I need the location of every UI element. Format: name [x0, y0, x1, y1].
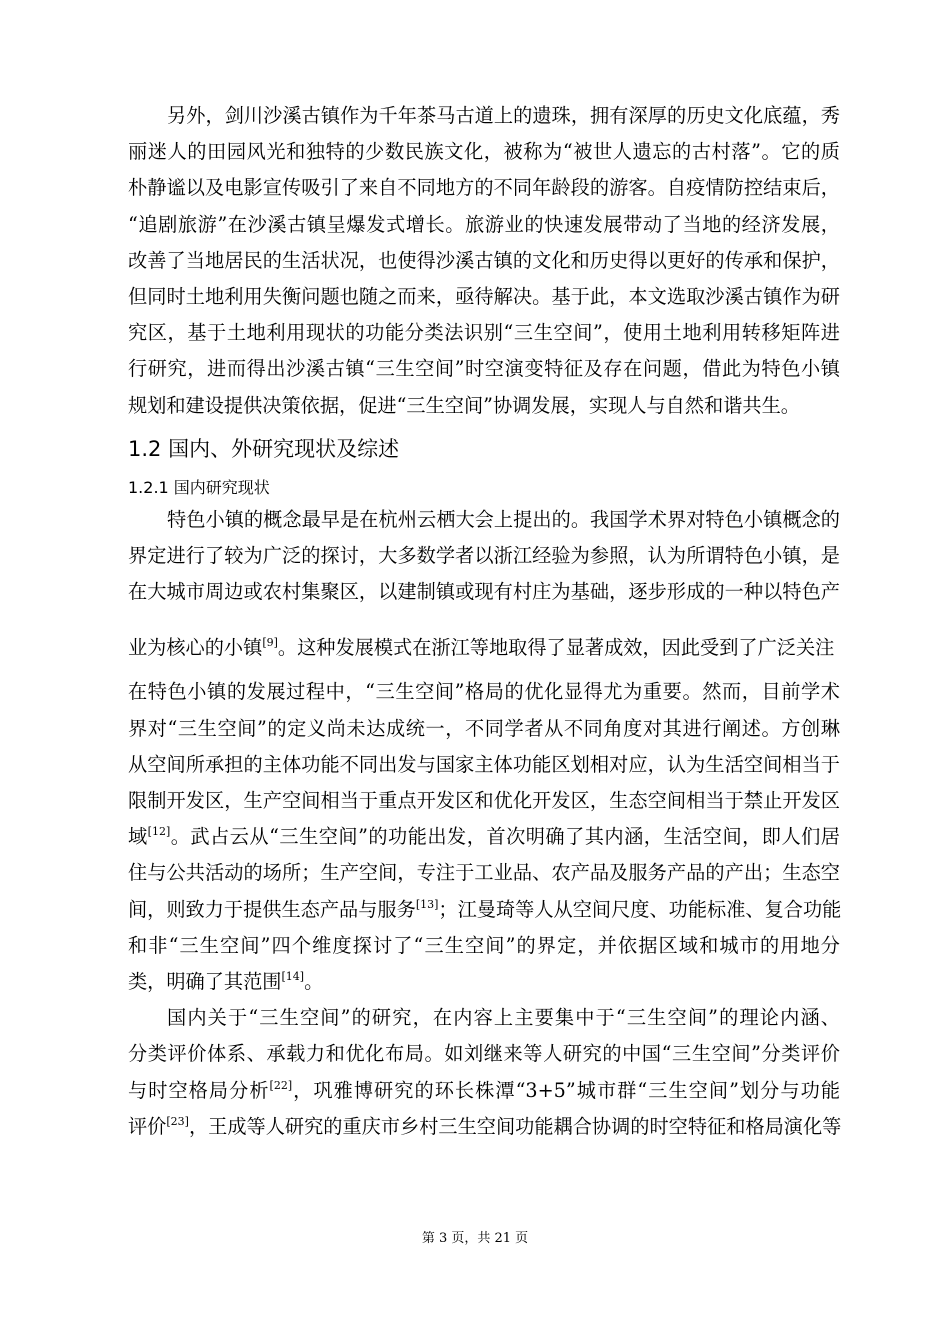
- text-line: 究区，基于土地利用现状的功能分类法识别“三生空间”，使用土地利用转移矩阵进: [128, 321, 840, 345]
- text-line: [128, 964, 840, 1000]
- paragraph-intro: [128, 98, 840, 424]
- text-span: ；江曼琦等人从空间尺度、功能标准、复合功能: [438, 897, 842, 921]
- text-line: 和非“三生空间”四个维度探讨了“三生空间”的界定，并依据区域和城市的用地分: [128, 933, 840, 957]
- citation-ref: [22]: [269, 1078, 293, 1092]
- paragraph-three-spaces: [128, 674, 840, 1000]
- text-line: “追剧旅游”在沙溪古镇呈爆发式增长。旅游业的快速发展带动了当地的经济发展，: [128, 212, 840, 236]
- text-span: 。这种发展模式在浙江等地取得了显著成效，因此受到了广泛关注: [277, 636, 835, 660]
- text-line: [128, 1073, 840, 1109]
- citation-ref: [23]: [166, 1114, 189, 1128]
- text-span: 域: [128, 825, 148, 849]
- text-line: 特色小镇的概念最早是在杭州云栖大会上提出的。我国学术界对特色小镇概念的: [167, 507, 840, 531]
- text-line: [128, 819, 840, 855]
- citation-ref: [14]: [281, 969, 305, 983]
- text-line: 丽迷人的田园风光和独特的少数民族文化，被称为“被世人遗忘的古村落”。它的质: [128, 140, 840, 164]
- text-line: [128, 630, 840, 666]
- text-line: 但同时土地利用失衡问题也随之而来，亟待解决。基于此，本文选取沙溪古镇作为研: [128, 284, 840, 308]
- subsection-heading: 1.2.1 国内研究现状: [128, 477, 270, 497]
- text-span: 业为核心的小镇: [128, 636, 263, 660]
- text-line: 住与公共活动的场所；生产空间，专注于工业品、农产品及服务产品的产出；生态空: [128, 861, 840, 885]
- page-footer: 第 3 页，共 21 页: [421, 1231, 529, 1246]
- text-span: 。: [304, 969, 324, 993]
- text-line: 分类评价体系、承载力和优化布局。如刘继来等人研究的中国“三生空间”分类评价: [128, 1042, 840, 1066]
- text-span: 类，明确了其范围: [128, 969, 282, 993]
- text-span: 。武占云从“三生空间”的功能出发，首次明确了其内涵，生活空间，即人们居: [170, 825, 840, 849]
- text-span: ，王成等人研究的重庆市乡村三生空间功能耦合协调的时空特征和格局演化等: [188, 1114, 842, 1138]
- text-line: 限制开发区，生产空间相当于重点开发区和优化开发区，生态空间相当于禁止开发区: [128, 789, 840, 812]
- text-span: 评价: [128, 1114, 167, 1138]
- citation-ref: [13]: [415, 897, 439, 911]
- paragraph-concept: [128, 502, 840, 667]
- text-line: 行研究，进而得出沙溪古镇“三生空间”时空演变特征及存在问题，借此为特色小镇: [128, 357, 840, 381]
- citation-ref: [12]: [147, 825, 171, 839]
- text-line: 朴静谧以及电影宣传吸引了来自不同地方的不同年龄段的游客。自疫情防控结束后，: [128, 176, 840, 200]
- text-line: 国内关于“三生空间”的研究，在内容上主要集中于“三生空间”的理论内涵、: [167, 1006, 840, 1030]
- paragraph-research: [128, 1000, 840, 1145]
- citation-ref: [9]: [262, 636, 278, 650]
- text-line: 另外，剑川沙溪古镇作为千年茶马古道上的遗珠，拥有深厚的历史文化底蕴，秀: [167, 104, 840, 127]
- text-line: 在特色小镇的发展过程中，“三生空间”格局的优化显得尤为重要。然而，目前学术: [128, 680, 840, 704]
- text-line: 从空间所承担的主体功能不同出发与国家主体功能区划相对应，认为生活空间相当于: [128, 752, 840, 776]
- text-line: 界定进行了较为广泛的探讨，大多数学者以浙江经验为参照，认为所谓特色小镇，是: [128, 543, 840, 567]
- text-span: ，巩雅博研究的环长株潭“3+5”城市群“三生空间”划分与功能: [292, 1078, 841, 1102]
- text-line: 规划和建设提供决策依据，促进“三生空间”协调发展，实现人与自然和谐共生。: [128, 393, 800, 417]
- text-line: 界对“三生空间”的定义尚未达成统一，不同学者从不同角度对其进行阐述。方创琳: [128, 716, 840, 740]
- text-line: 改善了当地居民的生活状况，也使得沙溪古镇的文化和历史得以更好的传承和保护，: [128, 248, 840, 272]
- text-span: 与时空格局分析: [128, 1078, 270, 1102]
- section-heading: 1.2 国内、外研究现状及综述: [128, 436, 400, 461]
- body-text: [128, 98, 840, 1145]
- text-line: 在大城市周边或农村集聚区，以建制镇或现有村庄为基础，逐步形成的一种以特色产: [128, 580, 840, 604]
- text-line: [128, 892, 840, 928]
- text-line: [128, 1109, 840, 1145]
- text-span: 间，则致力于提供生态产品与服务: [128, 897, 416, 921]
